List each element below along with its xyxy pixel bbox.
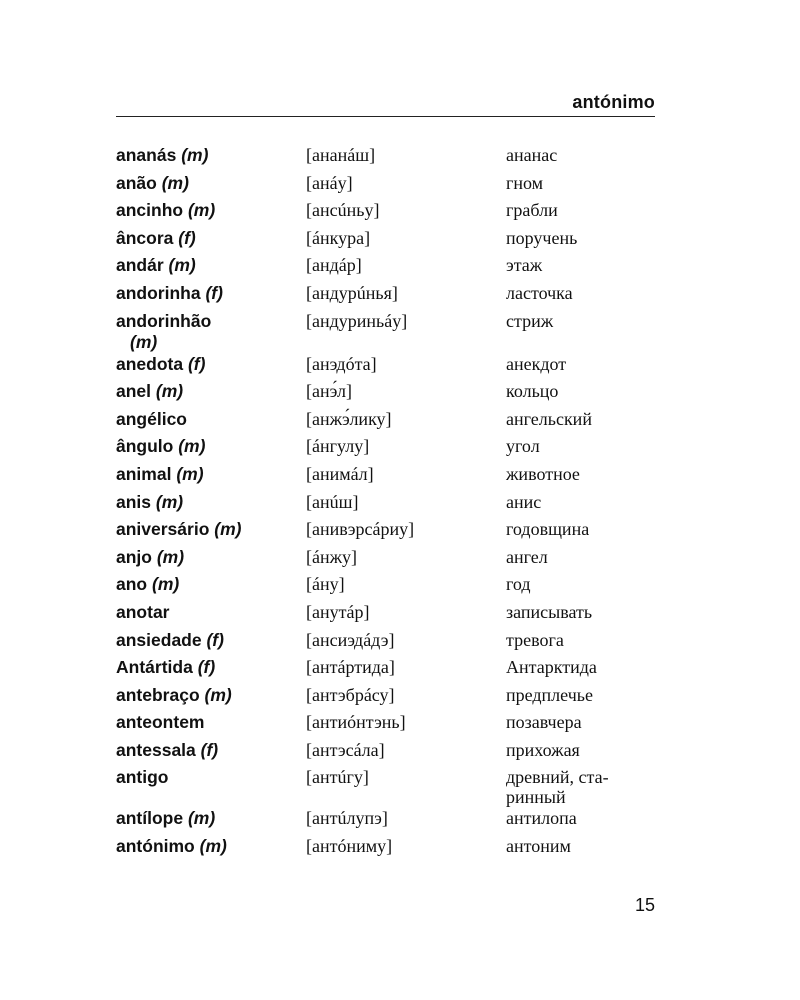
transcription: [ансúньу] <box>306 200 380 221</box>
translation: предплечье <box>506 684 593 705</box>
transcription: [áнкура] <box>306 227 371 248</box>
dictionary-entry <box>116 463 676 491</box>
dictionary-entry <box>116 656 676 684</box>
dictionary-entry <box>116 546 676 574</box>
gender-marker: (f) <box>187 353 206 374</box>
dictionary-entry <box>116 254 676 282</box>
headword <box>116 601 306 623</box>
translation: анекдот <box>506 353 567 374</box>
headword-text: ananás <box>116 145 177 165</box>
headword <box>116 835 306 857</box>
headword-text: anjo <box>116 546 152 567</box>
translation: ангел <box>506 546 548 567</box>
gender-marker: (f) <box>200 739 219 760</box>
dictionary-entry <box>116 739 676 767</box>
gender-marker: (m) <box>155 381 184 402</box>
headword-text: ano <box>116 574 148 595</box>
headword <box>116 766 306 788</box>
headword-text: antessala <box>116 739 196 760</box>
transcription: [антóниму] <box>306 836 393 857</box>
translation: антоним <box>506 836 571 857</box>
dictionary-entry <box>116 766 676 807</box>
dictionary-entry <box>116 684 676 712</box>
headword-text: angélico <box>116 408 187 429</box>
transcription: [анáу] <box>306 172 353 193</box>
headword-text: aniversário <box>116 519 210 540</box>
headword <box>116 353 306 375</box>
translation: годовщина <box>506 519 590 540</box>
dictionary-entry <box>116 310 676 353</box>
gender-marker: (m) <box>214 519 242 540</box>
headword-text: andorinhão <box>116 310 212 331</box>
headword <box>116 227 306 249</box>
headword-text: antebraço <box>116 684 200 705</box>
transcription: [ананáш] <box>306 145 376 165</box>
headword <box>116 739 306 761</box>
dictionary-entry <box>116 353 676 381</box>
transcription: [áнгулу] <box>306 436 370 457</box>
gender-marker: (m) <box>130 331 158 352</box>
headword <box>116 380 306 402</box>
translation: год <box>506 574 531 595</box>
dictionary-entry <box>116 491 676 519</box>
headword <box>116 144 306 166</box>
dictionary-entry <box>116 573 676 601</box>
gender-marker: (m) <box>187 200 216 221</box>
page-number: 15 <box>634 895 655 915</box>
transcription: [андáр] <box>306 255 362 276</box>
dictionary-entry <box>116 199 676 227</box>
headword-text: âncora <box>116 227 174 248</box>
translation: позавчера <box>506 712 582 733</box>
transcription: [анивэрсáриу] <box>306 519 415 540</box>
headword-text: antigo <box>116 767 169 788</box>
transcription: [áну] <box>306 574 345 595</box>
translation: анис <box>506 491 542 512</box>
gender-marker: (m) <box>199 836 227 857</box>
headword-text: andorinha <box>116 282 201 303</box>
translation: тревога <box>506 629 564 650</box>
gender-marker: (f) <box>205 282 223 303</box>
translation: Антарктида <box>506 657 597 678</box>
transcription: [антиóнтэнь] <box>306 712 406 733</box>
gender-marker: (m) <box>152 574 180 595</box>
transcription: [андуриньáу] <box>306 310 408 331</box>
headword-text: Antártida <box>116 657 193 678</box>
headword <box>116 408 306 430</box>
headword-text: anis <box>116 491 152 512</box>
headword-text: animal <box>116 463 172 484</box>
headword <box>116 546 306 568</box>
headword-text: anedota <box>116 353 184 374</box>
dictionary-entry <box>116 629 676 657</box>
translation: записывать <box>506 601 593 622</box>
dictionary-entry <box>116 711 676 739</box>
headword <box>116 199 306 221</box>
translation: кольцо <box>506 381 559 402</box>
dictionary-entry <box>116 282 676 310</box>
transcription: [антáртида] <box>306 657 395 678</box>
translation-line: древний, ста- <box>506 767 609 788</box>
transcription: [анутáр] <box>306 601 370 622</box>
dictionary-entry <box>116 172 676 200</box>
dictionary-entry <box>116 380 676 408</box>
headword-text: antílope <box>116 808 184 829</box>
headword-text: ansiedade <box>116 629 202 650</box>
gender-marker: (f) <box>197 657 216 678</box>
translation: прихожая <box>506 739 580 760</box>
translation: этаж <box>506 255 543 276</box>
gender-marker: (m) <box>187 808 216 829</box>
transcription: [анúш] <box>306 491 359 512</box>
translation: ананас <box>506 145 558 165</box>
headword <box>116 254 306 276</box>
translation: поручень <box>506 227 578 248</box>
headword-text: ângulo <box>116 436 174 457</box>
translation: антилопа <box>506 808 577 829</box>
gender-marker: (f) <box>206 629 224 650</box>
transcription: [ансиэдáдэ] <box>306 629 395 650</box>
gender-marker: (f) <box>178 227 196 248</box>
header-rule <box>116 116 655 117</box>
headword <box>116 629 306 651</box>
gender-marker: (m) <box>176 463 204 484</box>
headword <box>116 172 306 194</box>
headword-text: andár <box>116 255 164 276</box>
transcription: [антэбрáсу] <box>306 684 395 705</box>
translation: гном <box>506 172 544 193</box>
translation: стриж <box>506 310 554 331</box>
headword <box>116 684 306 706</box>
transcription: [анэ́л] <box>306 381 352 402</box>
headword <box>116 435 306 457</box>
headword <box>116 573 306 595</box>
headword <box>116 491 306 513</box>
headword <box>116 310 306 353</box>
headword <box>116 518 306 540</box>
dictionary-entry <box>116 435 676 463</box>
dictionary-entry <box>116 807 676 835</box>
transcription: [анэдóта] <box>306 353 377 374</box>
translation: угол <box>506 436 540 457</box>
headword-text: anão <box>116 172 157 193</box>
gender-marker: (m) <box>181 145 209 165</box>
headword <box>116 711 306 733</box>
transcription: [антúгу] <box>306 767 369 788</box>
running-head: antónimo <box>572 92 655 112</box>
headword-text: antónimo <box>116 836 195 857</box>
headword <box>116 463 306 485</box>
transcription: [андурúнья] <box>306 282 398 303</box>
dictionary-entry <box>116 144 676 172</box>
gender-marker: (m) <box>204 684 232 705</box>
dictionary-entry <box>116 518 676 546</box>
entry-list <box>116 144 676 863</box>
gender-marker: (m) <box>161 172 189 193</box>
dictionary-entry <box>116 601 676 629</box>
headword <box>116 807 306 829</box>
gender-marker: (m) <box>156 546 185 567</box>
headword <box>116 656 306 678</box>
dictionary-entry <box>116 835 676 863</box>
headword-text: anteontem <box>116 712 205 733</box>
translation: ласточка <box>506 282 573 303</box>
headword-text: ancinho <box>116 200 184 221</box>
translation <box>506 766 666 807</box>
gender-marker: (m) <box>168 255 196 276</box>
transcription: [áнжу] <box>306 546 358 567</box>
translation: ангельский <box>506 408 592 429</box>
headword <box>116 282 306 304</box>
dictionary-entry <box>116 408 676 436</box>
translation: животное <box>506 463 580 484</box>
transcription: [анжэ́лику] <box>306 408 392 429</box>
dictionary-entry <box>116 227 676 255</box>
transcription: [антúлупэ] <box>306 808 388 829</box>
gender-marker: (m) <box>155 491 184 512</box>
translation-continuation: ринный <box>506 787 566 808</box>
headword-text: anotar <box>116 601 170 622</box>
gender-marker: (m) <box>178 436 206 457</box>
transcription: [антэсáла] <box>306 739 385 760</box>
transcription: [анимáл] <box>306 463 374 484</box>
headword-text: anel <box>116 381 152 402</box>
translation: грабли <box>506 200 558 221</box>
